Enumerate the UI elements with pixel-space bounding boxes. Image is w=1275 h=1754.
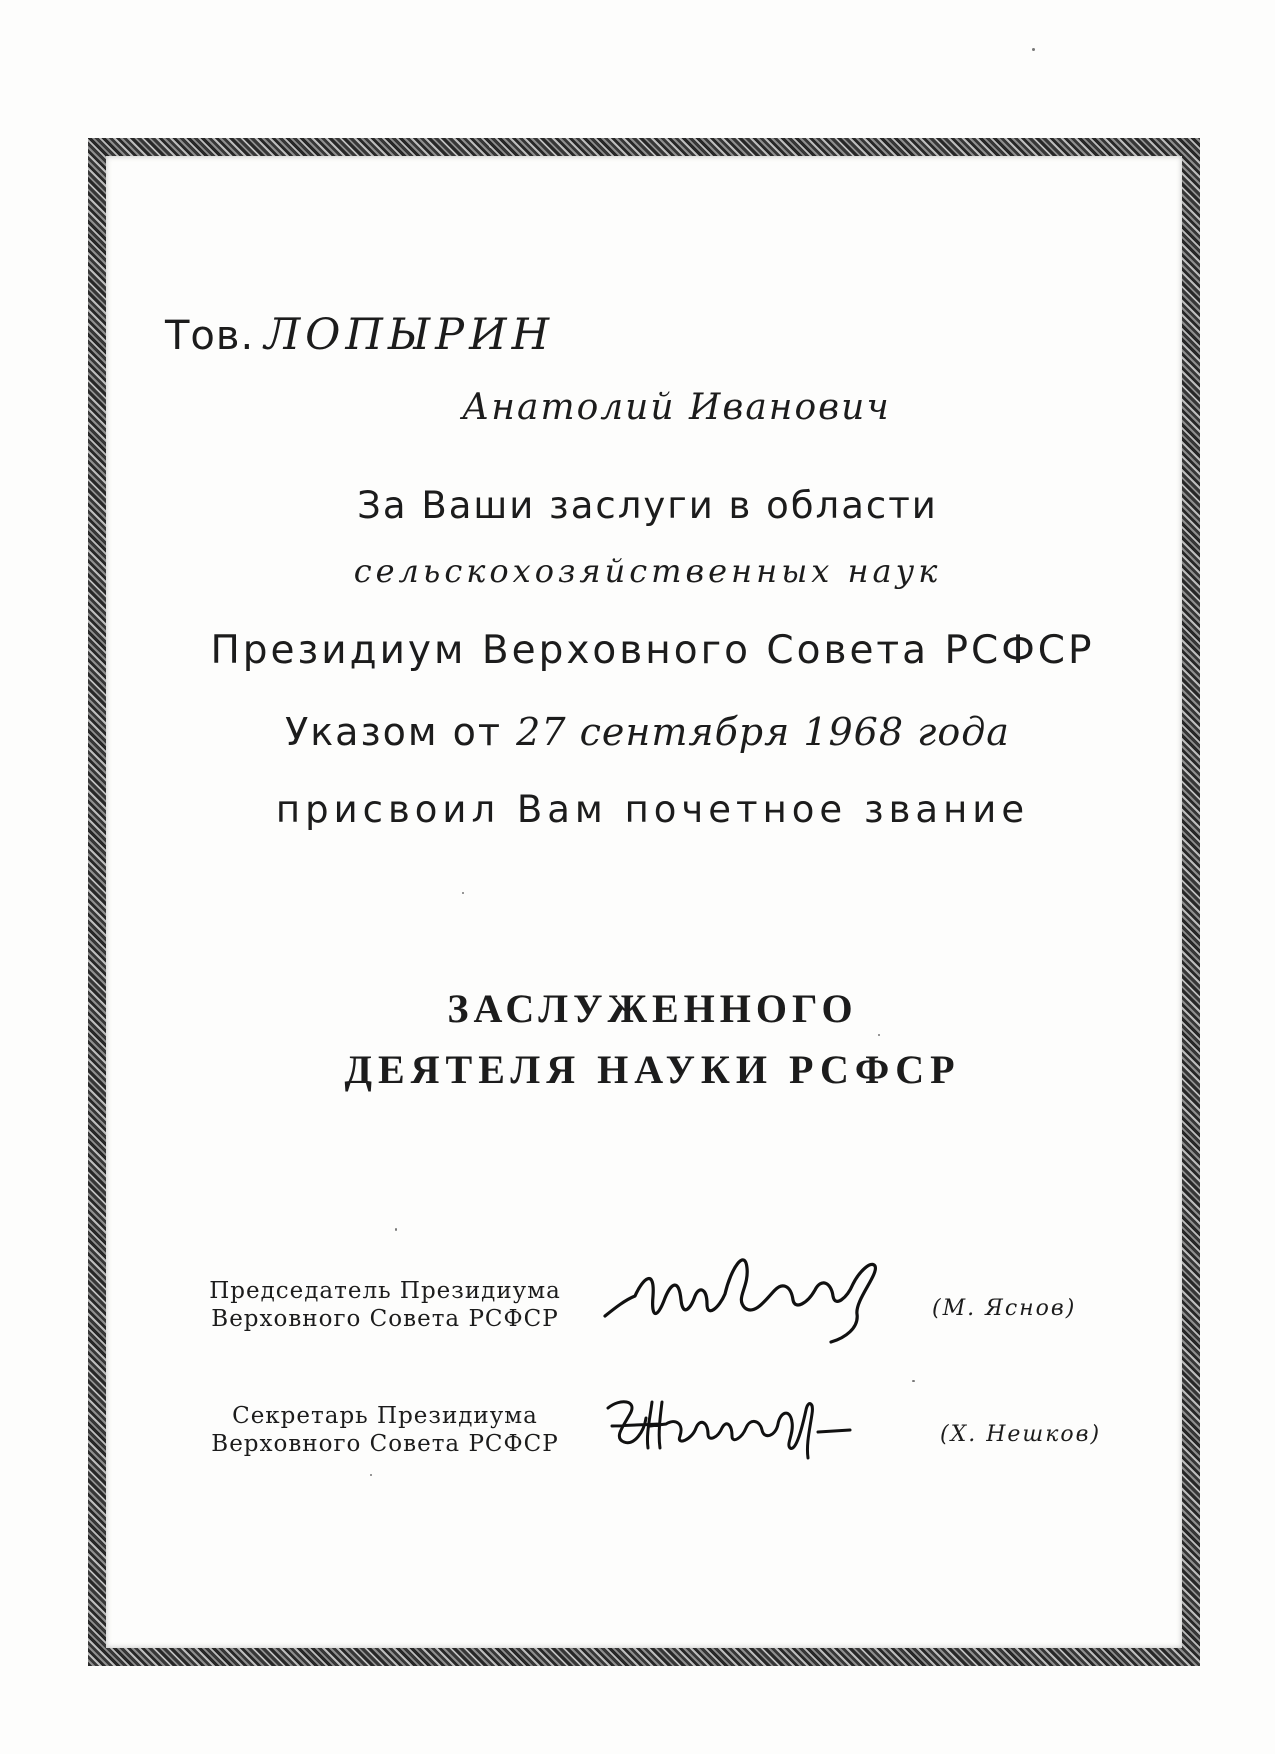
secretary-position-line1: Секретарь Президиума	[232, 1403, 538, 1429]
chairman-position	[200, 1277, 570, 1333]
recipient-surname: ЛОПЫРИН	[264, 310, 555, 360]
recipient-given-names: Анатолий Иванович	[462, 387, 891, 428]
scan-speck	[912, 1380, 915, 1382]
chairman-name: (М. Яснов)	[932, 1296, 1077, 1321]
assigned-line: присвоил Вам почетное звание	[275, 788, 1030, 831]
honorary-title-line2: ДЕЯТЕЛЯ НАУКИ РСФСР	[344, 1047, 961, 1092]
merit-line: За Ваши заслуги в области	[357, 484, 938, 527]
scan-speck	[462, 892, 464, 894]
secretary-position	[200, 1402, 570, 1458]
scan-speck	[878, 1034, 880, 1036]
scan-speck	[1032, 48, 1035, 51]
salutation-label: Тов.	[165, 313, 255, 359]
scan-speck	[395, 1228, 397, 1231]
decree-line	[0, 710, 1275, 754]
scan-speck	[370, 1474, 372, 1476]
chairman-position-line2: Верховного Совета РСФСР	[211, 1306, 559, 1332]
secretary-signature	[600, 1388, 890, 1468]
chairman-signature	[595, 1238, 925, 1348]
presidium-line: Президиум Верховного Совета РСФСР	[210, 628, 1095, 673]
secretary-position-line2: Верховного Совета РСФСР	[211, 1431, 559, 1457]
secretary-name: (Х. Нешков)	[940, 1422, 1102, 1447]
decree-date: 27 сентября 1968 года	[516, 710, 1010, 754]
decree-prefix: Указом от	[285, 710, 503, 754]
field-line: сельскохозяйственных наук	[353, 552, 942, 590]
chairman-position-line1: Председатель Президиума	[209, 1278, 561, 1304]
salutation	[165, 310, 554, 360]
honorary-title-line1: ЗАСЛУЖЕННОГО	[447, 986, 858, 1031]
